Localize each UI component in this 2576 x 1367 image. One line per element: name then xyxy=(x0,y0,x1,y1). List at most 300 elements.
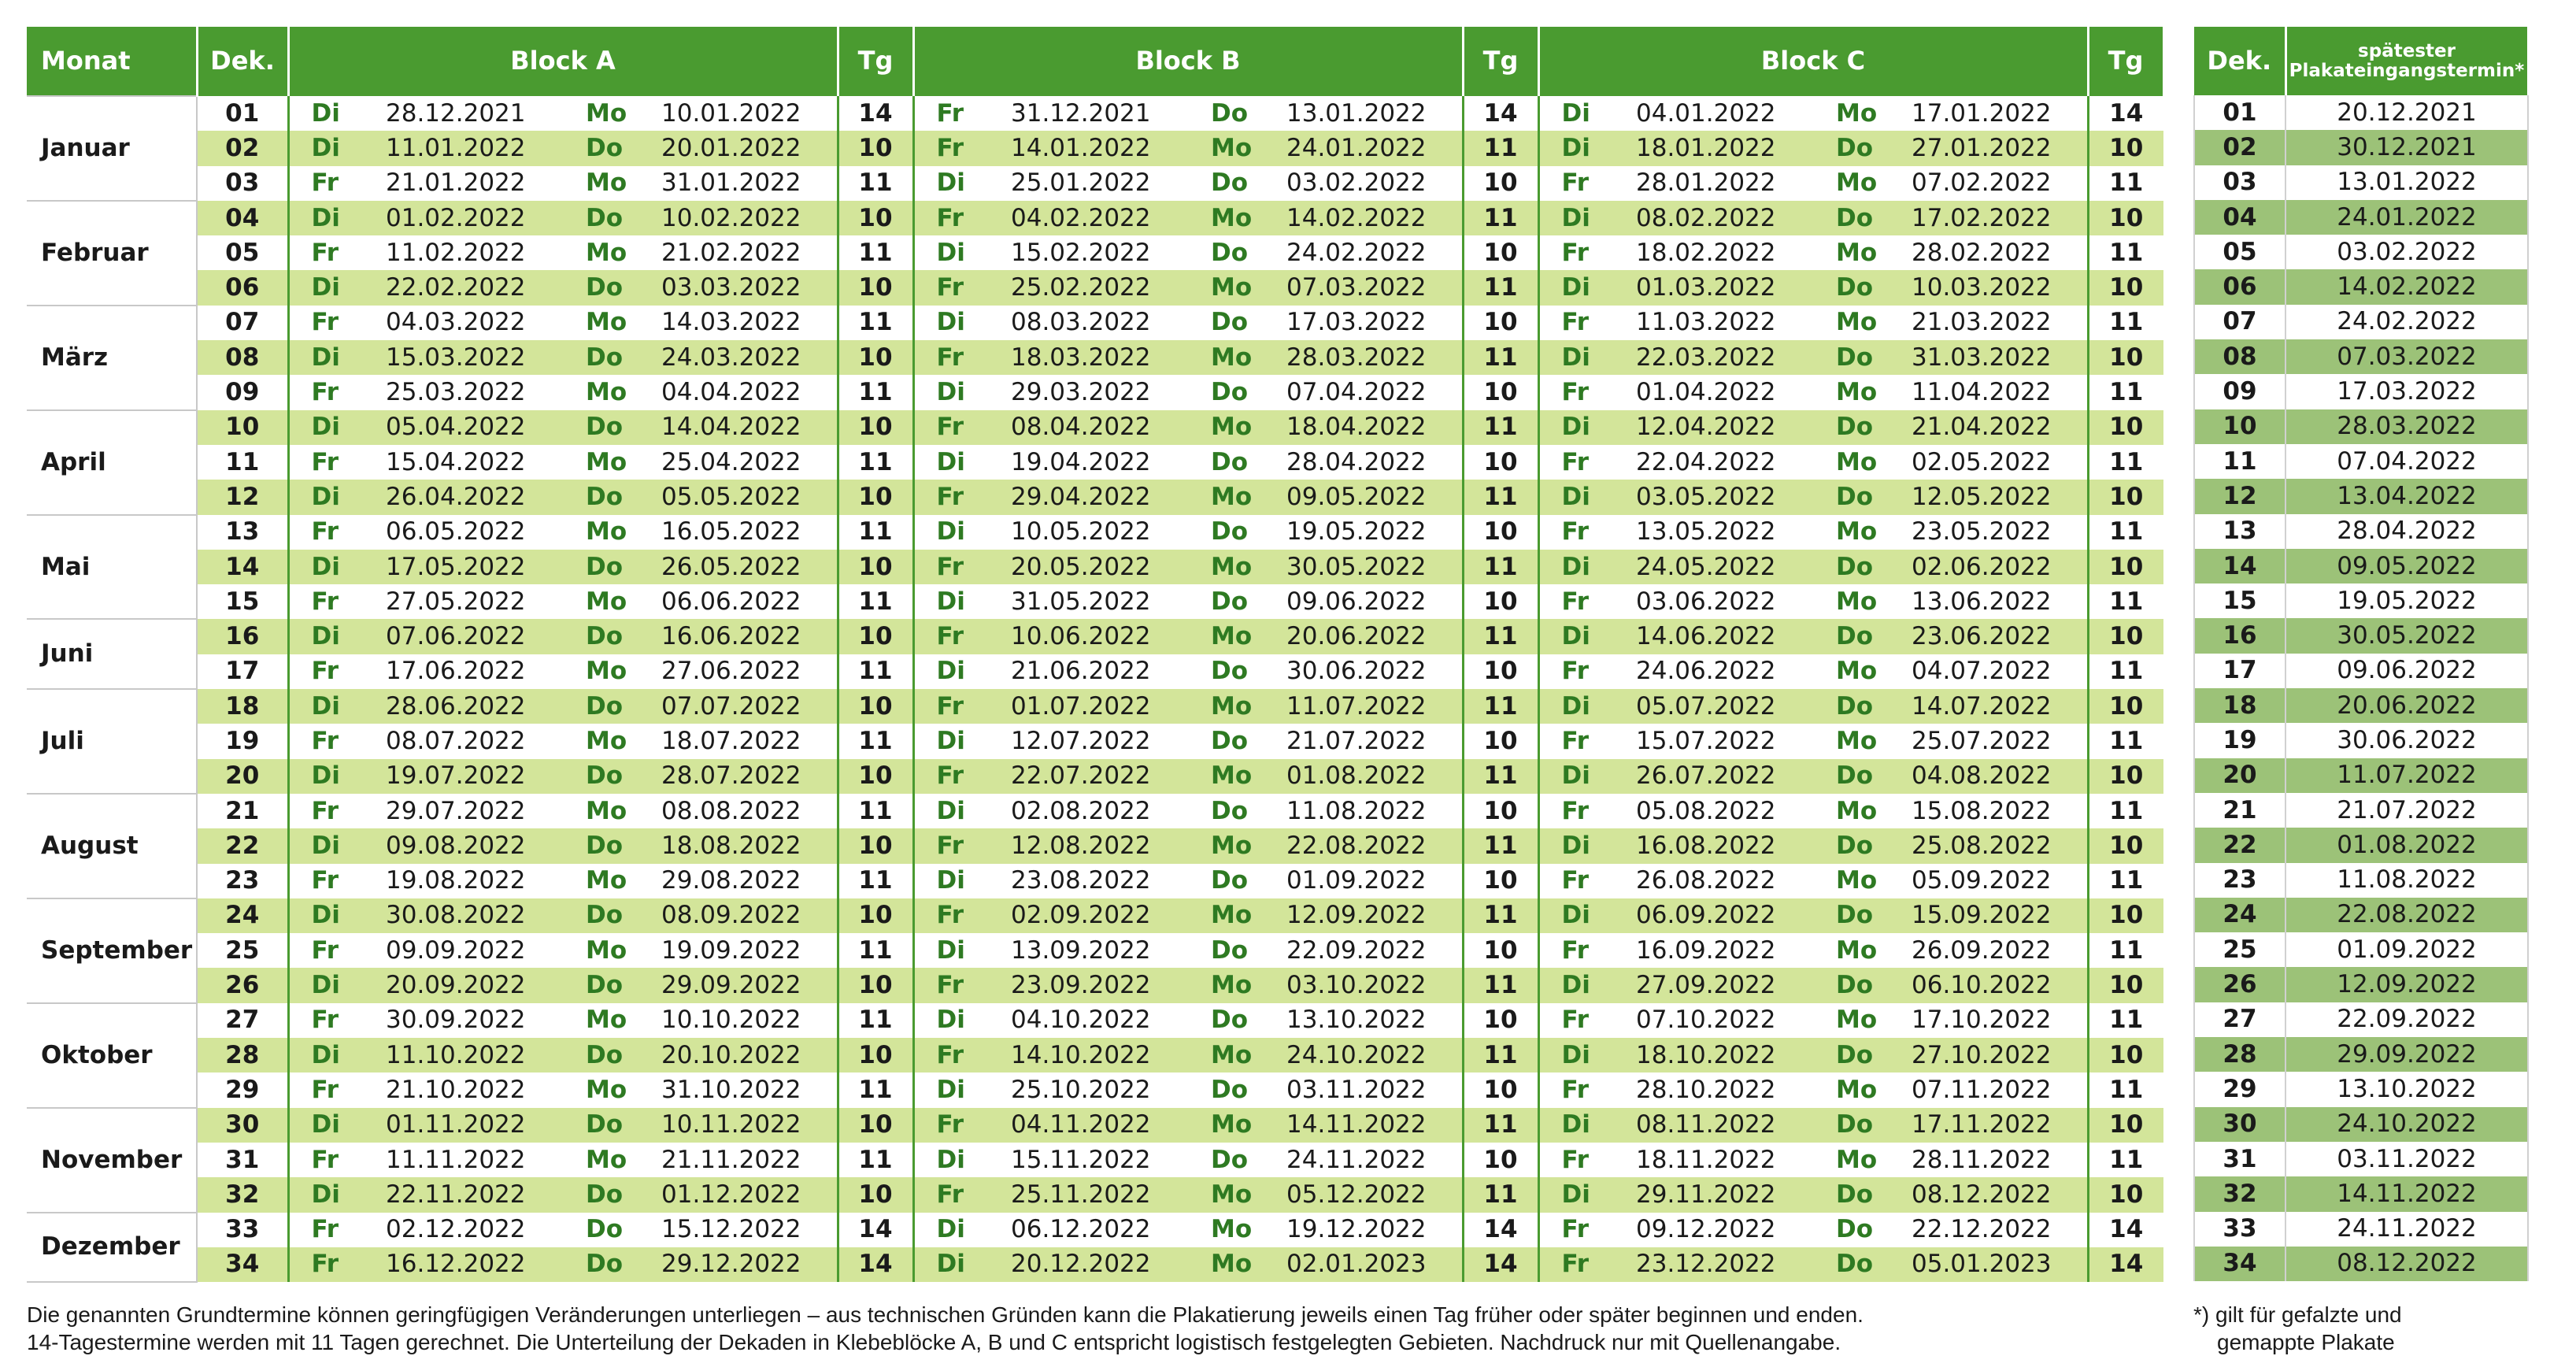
deadline-row xyxy=(2194,583,2528,618)
deadline-date: 21.07.2022 xyxy=(2285,793,2528,828)
block-a-start-date: 30.09.2022 xyxy=(383,1003,564,1038)
deadline-date: 03.02.2022 xyxy=(2285,235,2528,269)
block-c-days: 10 xyxy=(2088,340,2163,375)
block-a-start-date: 08.07.2022 xyxy=(383,724,564,758)
deadline-date: 17.03.2022 xyxy=(2285,374,2528,409)
block-c-start-day: Fr xyxy=(1538,306,1633,340)
deadline-decade: 28 xyxy=(2194,1037,2285,1072)
block-b-start-day: Di xyxy=(913,724,1008,758)
block-b-end-day: Do xyxy=(1189,375,1283,409)
block-b-end-day: Do xyxy=(1189,306,1283,340)
block-c-end-day: Do xyxy=(1814,1177,1908,1212)
block-a-end-date: 14.03.2022 xyxy=(658,306,838,340)
block-c-days: 11 xyxy=(2088,864,2163,898)
block-a-days: 10 xyxy=(838,131,913,165)
block-b-end-date: 09.06.2022 xyxy=(1283,584,1463,619)
block-a-start-day: Di xyxy=(288,410,383,445)
block-a-days: 10 xyxy=(838,1177,913,1212)
block-a-start-date: 19.08.2022 xyxy=(383,864,564,898)
table-row xyxy=(27,864,2163,898)
deadline-decade: 17 xyxy=(2194,654,2285,688)
block-b-start-day: Fr xyxy=(913,201,1008,235)
block-a-end-day: Do xyxy=(564,689,658,724)
decade-number: 22 xyxy=(197,828,288,863)
block-c-end-date: 15.08.2022 xyxy=(1908,794,2088,828)
block-a-start-date: 17.06.2022 xyxy=(383,654,564,689)
block-b-end-date: 24.02.2022 xyxy=(1283,235,1463,270)
block-a-start-date: 21.10.2022 xyxy=(383,1072,564,1107)
decade-number: 23 xyxy=(197,864,288,898)
block-a-end-day: Mo xyxy=(564,235,658,270)
block-b-days: 10 xyxy=(1463,654,1538,689)
block-c-end-day: Do xyxy=(1814,968,1908,1002)
side-header-row xyxy=(2194,27,2528,95)
block-b-days: 10 xyxy=(1463,1072,1538,1107)
poster-deadline-table xyxy=(2193,27,2530,1281)
block-c-start-date: 18.01.2022 xyxy=(1633,131,1814,165)
block-a-start-date: 11.10.2022 xyxy=(383,1038,564,1072)
block-a-end-day: Mo xyxy=(564,375,658,409)
block-c-end-date: 05.09.2022 xyxy=(1908,864,2088,898)
decade-number: 26 xyxy=(197,968,288,1002)
block-c-start-day: Fr xyxy=(1538,1072,1633,1107)
block-b-start-date: 22.07.2022 xyxy=(1008,759,1189,794)
block-c-start-day: Fr xyxy=(1538,235,1633,270)
block-a-end-date: 21.02.2022 xyxy=(658,235,838,270)
block-c-start-day: Di xyxy=(1538,689,1633,724)
block-c-days: 11 xyxy=(2088,654,2163,689)
block-a-start-date: 20.09.2022 xyxy=(383,968,564,1002)
deadline-date: 19.05.2022 xyxy=(2285,583,2528,618)
block-a-end-date: 26.05.2022 xyxy=(658,550,838,584)
decade-number: 03 xyxy=(197,166,288,201)
block-b-start-date: 02.08.2022 xyxy=(1008,794,1189,828)
month-label: Januar xyxy=(27,96,197,201)
table-row xyxy=(27,270,2163,305)
block-c-days: 10 xyxy=(2088,270,2163,305)
block-c-end-day: Do xyxy=(1814,759,1908,794)
block-c-end-date: 17.02.2022 xyxy=(1908,201,2088,235)
deadline-decade: 14 xyxy=(2194,549,2285,583)
side-footnote-line-2: gemappte Plakate xyxy=(2217,1330,2395,1354)
block-b-start-day: Di xyxy=(913,166,1008,201)
block-a-end-date: 29.12.2022 xyxy=(658,1247,838,1282)
deadline-decade: 32 xyxy=(2194,1176,2285,1211)
block-c-end-day: Mo xyxy=(1814,933,1908,968)
schedule-body xyxy=(27,96,2163,1282)
block-a-days: 11 xyxy=(838,724,913,758)
deadline-row xyxy=(2194,444,2528,479)
block-c-end-date: 23.05.2022 xyxy=(1908,515,2088,550)
block-a-start-day: Di xyxy=(288,828,383,863)
table-row xyxy=(27,1038,2163,1072)
block-a-start-date: 16.12.2022 xyxy=(383,1247,564,1282)
block-b-days: 10 xyxy=(1463,864,1538,898)
block-c-start-date: 27.09.2022 xyxy=(1633,968,1814,1002)
block-c-start-day: Fr xyxy=(1538,1003,1633,1038)
block-c-start-day: Fr xyxy=(1538,375,1633,409)
deadline-decade: 31 xyxy=(2194,1142,2285,1176)
block-b-days: 11 xyxy=(1463,480,1538,514)
block-a-days: 11 xyxy=(838,654,913,689)
decade-number: 11 xyxy=(197,445,288,480)
block-c-start-day: Di xyxy=(1538,131,1633,165)
block-c-days: 10 xyxy=(2088,898,2163,933)
table-row xyxy=(27,480,2163,514)
block-c-end-day: Do xyxy=(1814,410,1908,445)
block-b-start-day: Fr xyxy=(913,270,1008,305)
block-a-end-day: Mo xyxy=(564,306,658,340)
table-row xyxy=(27,131,2163,165)
block-b-end-date: 03.02.2022 xyxy=(1283,166,1463,201)
block-c-end-date: 26.09.2022 xyxy=(1908,933,2088,968)
deadline-row xyxy=(2194,618,2528,653)
block-a-end-date: 18.07.2022 xyxy=(658,724,838,758)
decade-number: 33 xyxy=(197,1213,288,1247)
deadline-decade: 23 xyxy=(2194,863,2285,898)
decade-number: 17 xyxy=(197,654,288,689)
block-c-start-day: Di xyxy=(1538,898,1633,933)
block-b-start-date: 29.03.2022 xyxy=(1008,375,1189,409)
block-b-end-day: Mo xyxy=(1189,480,1283,514)
block-a-start-day: Fr xyxy=(288,794,383,828)
deadline-date: 12.09.2022 xyxy=(2285,967,2528,1002)
block-b-start-date: 29.04.2022 xyxy=(1008,480,1189,514)
block-c-start-date: 22.04.2022 xyxy=(1633,445,1814,480)
deadline-date: 03.11.2022 xyxy=(2285,1142,2528,1176)
block-a-days: 10 xyxy=(838,968,913,1002)
block-b-start-date: 19.04.2022 xyxy=(1008,445,1189,480)
block-b-days: 11 xyxy=(1463,410,1538,445)
block-b-end-day: Mo xyxy=(1189,550,1283,584)
block-c-end-day: Do xyxy=(1814,1038,1908,1072)
deadline-decade: 03 xyxy=(2194,165,2285,200)
block-a-end-day: Mo xyxy=(564,1143,658,1177)
block-c-days: 11 xyxy=(2088,584,2163,619)
block-b-days: 11 xyxy=(1463,340,1538,375)
block-c-start-date: 14.06.2022 xyxy=(1633,619,1814,654)
table-row xyxy=(27,96,2163,131)
block-c-end-date: 28.11.2022 xyxy=(1908,1143,2088,1177)
block-a-end-date: 29.09.2022 xyxy=(658,968,838,1002)
block-c-end-date: 27.10.2022 xyxy=(1908,1038,2088,1072)
block-c-days: 10 xyxy=(2088,759,2163,794)
block-b-end-date: 19.05.2022 xyxy=(1283,515,1463,550)
block-c-end-date: 17.10.2022 xyxy=(1908,1003,2088,1038)
block-a-end-day: Mo xyxy=(564,794,658,828)
block-c-start-date: 18.10.2022 xyxy=(1633,1038,1814,1072)
block-a-end-date: 10.11.2022 xyxy=(658,1108,838,1143)
block-c-start-day: Fr xyxy=(1538,933,1633,968)
block-c-days: 10 xyxy=(2088,968,2163,1002)
block-b-end-date: 01.09.2022 xyxy=(1283,864,1463,898)
deadline-row xyxy=(2194,1107,2528,1142)
block-c-end-date: 12.05.2022 xyxy=(1908,480,2088,514)
block-a-start-day: Di xyxy=(288,270,383,305)
block-a-end-day: Do xyxy=(564,480,658,514)
block-b-end-date: 13.10.2022 xyxy=(1283,1003,1463,1038)
block-a-end-date: 20.10.2022 xyxy=(658,1038,838,1072)
table-row xyxy=(27,445,2163,480)
deadline-row xyxy=(2194,898,2528,932)
block-c-start-date: 23.12.2022 xyxy=(1633,1247,1814,1282)
block-b-start-date: 10.05.2022 xyxy=(1008,515,1189,550)
block-b-start-date: 04.02.2022 xyxy=(1008,201,1189,235)
block-a-end-day: Mo xyxy=(564,654,658,689)
deadline-date: 30.05.2022 xyxy=(2285,618,2528,653)
deadline-date: 09.06.2022 xyxy=(2285,654,2528,688)
block-a-start-day: Fr xyxy=(288,1213,383,1247)
block-c-start-date: 09.12.2022 xyxy=(1633,1213,1814,1247)
block-c-end-date: 25.07.2022 xyxy=(1908,724,2088,758)
deadline-decade: 15 xyxy=(2194,583,2285,618)
block-a-start-date: 02.12.2022 xyxy=(383,1213,564,1247)
block-c-start-date: 24.06.2022 xyxy=(1633,654,1814,689)
block-c-end-date: 11.04.2022 xyxy=(1908,375,2088,409)
block-a-start-date: 27.05.2022 xyxy=(383,584,564,619)
block-a-start-day: Fr xyxy=(288,515,383,550)
deadline-decade: 30 xyxy=(2194,1107,2285,1142)
decade-number: 10 xyxy=(197,410,288,445)
block-b-end-day: Mo xyxy=(1189,968,1283,1002)
block-a-start-date: 01.02.2022 xyxy=(383,201,564,235)
block-b-start-day: Fr xyxy=(913,1177,1008,1212)
block-b-start-day: Fr xyxy=(913,410,1008,445)
block-a-start-day: Fr xyxy=(288,306,383,340)
block-a-days: 11 xyxy=(838,306,913,340)
block-b-start-day: Di xyxy=(913,1072,1008,1107)
deadline-row xyxy=(2194,1212,2528,1247)
block-c-start-date: 12.04.2022 xyxy=(1633,410,1814,445)
block-a-start-day: Fr xyxy=(288,654,383,689)
deadline-date: 28.04.2022 xyxy=(2285,514,2528,549)
block-b-end-day: Do xyxy=(1189,515,1283,550)
decade-number: 34 xyxy=(197,1247,288,1282)
block-c-end-day: Do xyxy=(1814,1108,1908,1143)
block-c-days: 10 xyxy=(2088,410,2163,445)
block-c-end-day: Mo xyxy=(1814,1003,1908,1038)
block-a-start-date: 05.04.2022 xyxy=(383,410,564,445)
footnote xyxy=(27,1301,1864,1356)
decade-number: 24 xyxy=(197,898,288,933)
block-a-start-date: 15.03.2022 xyxy=(383,340,564,375)
table-row xyxy=(27,1108,2163,1143)
block-a-end-date: 20.01.2022 xyxy=(658,131,838,165)
block-b-start-day: Fr xyxy=(913,1038,1008,1072)
block-a-end-day: Do xyxy=(564,898,658,933)
block-c-start-day: Fr xyxy=(1538,654,1633,689)
block-c-start-date: 01.03.2022 xyxy=(1633,270,1814,305)
block-a-start-date: 11.02.2022 xyxy=(383,235,564,270)
deadline-date: 11.07.2022 xyxy=(2285,758,2528,793)
table-row xyxy=(27,1247,2163,1282)
deadline-decade: 19 xyxy=(2194,723,2285,758)
block-b-end-day: Mo xyxy=(1189,1247,1283,1282)
table-row xyxy=(27,968,2163,1002)
block-c-end-day: Mo xyxy=(1814,584,1908,619)
block-a-start-date: 09.08.2022 xyxy=(383,828,564,863)
block-c-end-day: Mo xyxy=(1814,166,1908,201)
deadline-row xyxy=(2194,1037,2528,1072)
deadline-date: 22.09.2022 xyxy=(2285,1002,2528,1037)
block-c-end-day: Do xyxy=(1814,898,1908,933)
deadline-date: 01.08.2022 xyxy=(2285,828,2528,862)
block-b-end-date: 05.12.2022 xyxy=(1283,1177,1463,1212)
block-b-start-date: 13.09.2022 xyxy=(1008,933,1189,968)
block-b-start-day: Di xyxy=(913,864,1008,898)
block-a-days: 11 xyxy=(838,933,913,968)
block-c-end-day: Do xyxy=(1814,340,1908,375)
block-a-end-date: 08.08.2022 xyxy=(658,794,838,828)
deadline-row xyxy=(2194,235,2528,269)
block-a-end-date: 29.08.2022 xyxy=(658,864,838,898)
deadline-row xyxy=(2194,758,2528,793)
block-b-start-date: 08.04.2022 xyxy=(1008,410,1189,445)
deadline-row xyxy=(2194,374,2528,409)
deadline-row xyxy=(2194,549,2528,583)
header-tg-c: Tg xyxy=(2088,27,2163,96)
block-a-end-day: Mo xyxy=(564,445,658,480)
block-c-days: 11 xyxy=(2088,794,2163,828)
block-a-end-date: 10.01.2022 xyxy=(658,96,838,131)
block-b-end-date: 14.11.2022 xyxy=(1283,1108,1463,1143)
deadline-decade: 20 xyxy=(2194,758,2285,793)
block-b-start-date: 08.03.2022 xyxy=(1008,306,1189,340)
block-b-start-date: 20.12.2022 xyxy=(1008,1247,1189,1282)
block-a-days: 11 xyxy=(838,235,913,270)
block-c-start-day: Di xyxy=(1538,1177,1633,1212)
deadline-row xyxy=(2194,130,2528,165)
block-c-start-day: Fr xyxy=(1538,584,1633,619)
decade-number: 13 xyxy=(197,515,288,550)
decade-number: 07 xyxy=(197,306,288,340)
block-c-start-date: 16.09.2022 xyxy=(1633,933,1814,968)
block-a-end-date: 01.12.2022 xyxy=(658,1177,838,1212)
deadline-decade: 06 xyxy=(2194,269,2285,304)
block-a-days: 11 xyxy=(838,515,913,550)
block-b-start-day: Di xyxy=(913,794,1008,828)
block-c-start-date: 04.01.2022 xyxy=(1633,96,1814,131)
footnote-line-2: 14-Tagestermine werden mit 11 Tagen gerechnet. Die Unterteilung der Dekaden in Klebeblöcke A, B und C entspricht logistisch festgelegten Gebieten. Nachdruck nur mit Quellenangabe. xyxy=(27,1330,1841,1354)
decade-number: 28 xyxy=(197,1038,288,1072)
decade-number: 14 xyxy=(197,550,288,584)
deadline-date: 13.01.2022 xyxy=(2285,165,2528,200)
table-row xyxy=(27,1177,2163,1212)
deadline-date: 20.12.2021 xyxy=(2285,95,2528,130)
block-c-end-date: 23.06.2022 xyxy=(1908,619,2088,654)
block-b-end-day: Mo xyxy=(1189,131,1283,165)
block-a-start-date: 25.03.2022 xyxy=(383,375,564,409)
block-a-start-day: Di xyxy=(288,759,383,794)
block-a-end-date: 06.06.2022 xyxy=(658,584,838,619)
block-c-end-date: 05.01.2023 xyxy=(1908,1247,2088,1282)
block-a-end-day: Do xyxy=(564,1177,658,1212)
block-b-end-date: 09.05.2022 xyxy=(1283,480,1463,514)
block-c-end-date: 14.07.2022 xyxy=(1908,689,2088,724)
block-a-end-date: 07.07.2022 xyxy=(658,689,838,724)
block-a-end-day: Do xyxy=(564,759,658,794)
deadline-decade: 16 xyxy=(2194,618,2285,653)
block-c-end-day: Mo xyxy=(1814,445,1908,480)
block-a-start-day: Fr xyxy=(288,375,383,409)
block-b-end-day: Mo xyxy=(1189,619,1283,654)
block-c-days: 11 xyxy=(2088,1072,2163,1107)
block-c-end-date: 15.09.2022 xyxy=(1908,898,2088,933)
block-a-end-day: Mo xyxy=(564,933,658,968)
block-b-days: 10 xyxy=(1463,933,1538,968)
block-b-days: 11 xyxy=(1463,689,1538,724)
table-row xyxy=(27,584,2163,619)
block-c-start-date: 28.10.2022 xyxy=(1633,1072,1814,1107)
block-c-days: 11 xyxy=(2088,515,2163,550)
block-c-start-day: Di xyxy=(1538,759,1633,794)
table-row xyxy=(27,689,2163,724)
block-b-start-date: 01.07.2022 xyxy=(1008,689,1189,724)
block-b-start-date: 02.09.2022 xyxy=(1008,898,1189,933)
block-b-start-date: 20.05.2022 xyxy=(1008,550,1189,584)
block-b-days: 10 xyxy=(1463,1143,1538,1177)
decade-number: 02 xyxy=(197,131,288,165)
deadline-row xyxy=(2194,688,2528,723)
block-c-days: 10 xyxy=(2088,131,2163,165)
block-c-days: 11 xyxy=(2088,933,2163,968)
deadline-row xyxy=(2194,1176,2528,1211)
block-c-start-date: 26.08.2022 xyxy=(1633,864,1814,898)
block-a-start-date: 22.11.2022 xyxy=(383,1177,564,1212)
deadline-date: 09.05.2022 xyxy=(2285,549,2528,583)
block-b-start-date: 10.06.2022 xyxy=(1008,619,1189,654)
block-c-end-date: 02.05.2022 xyxy=(1908,445,2088,480)
block-c-end-day: Do xyxy=(1814,689,1908,724)
block-a-start-day: Di xyxy=(288,1038,383,1072)
block-c-start-day: Di xyxy=(1538,968,1633,1002)
block-b-start-date: 04.10.2022 xyxy=(1008,1003,1189,1038)
block-c-start-day: Di xyxy=(1538,270,1633,305)
block-b-end-date: 11.08.2022 xyxy=(1283,794,1463,828)
block-b-days: 11 xyxy=(1463,898,1538,933)
block-a-end-day: Do xyxy=(564,1108,658,1143)
block-b-days: 11 xyxy=(1463,550,1538,584)
table-row xyxy=(27,898,2163,933)
block-b-end-day: Do xyxy=(1189,96,1283,131)
block-c-end-day: Mo xyxy=(1814,1072,1908,1107)
block-c-end-date: 02.06.2022 xyxy=(1908,550,2088,584)
block-b-start-date: 31.05.2022 xyxy=(1008,584,1189,619)
block-b-start-day: Fr xyxy=(913,759,1008,794)
block-b-end-day: Mo xyxy=(1189,410,1283,445)
side-header-termin-line1: spätester xyxy=(2358,41,2456,62)
decade-number: 20 xyxy=(197,759,288,794)
block-a-days: 10 xyxy=(838,619,913,654)
deadline-decade: 12 xyxy=(2194,479,2285,513)
block-a-start-date: 09.09.2022 xyxy=(383,933,564,968)
block-c-start-day: Di xyxy=(1538,619,1633,654)
block-b-start-date: 21.06.2022 xyxy=(1008,654,1189,689)
block-a-days: 10 xyxy=(838,410,913,445)
block-b-start-day: Di xyxy=(913,584,1008,619)
block-b-end-date: 22.09.2022 xyxy=(1283,933,1463,968)
block-c-end-day: Do xyxy=(1814,1247,1908,1282)
block-a-end-day: Mo xyxy=(564,515,658,550)
block-c-start-day: Fr xyxy=(1538,794,1633,828)
deadline-row xyxy=(2194,1142,2528,1176)
block-a-days: 14 xyxy=(838,96,913,131)
block-a-start-date: 17.05.2022 xyxy=(383,550,564,584)
block-c-end-day: Mo xyxy=(1814,724,1908,758)
month-label: Februar xyxy=(27,201,197,306)
block-c-end-day: Mo xyxy=(1814,1143,1908,1177)
block-c-end-day: Mo xyxy=(1814,794,1908,828)
